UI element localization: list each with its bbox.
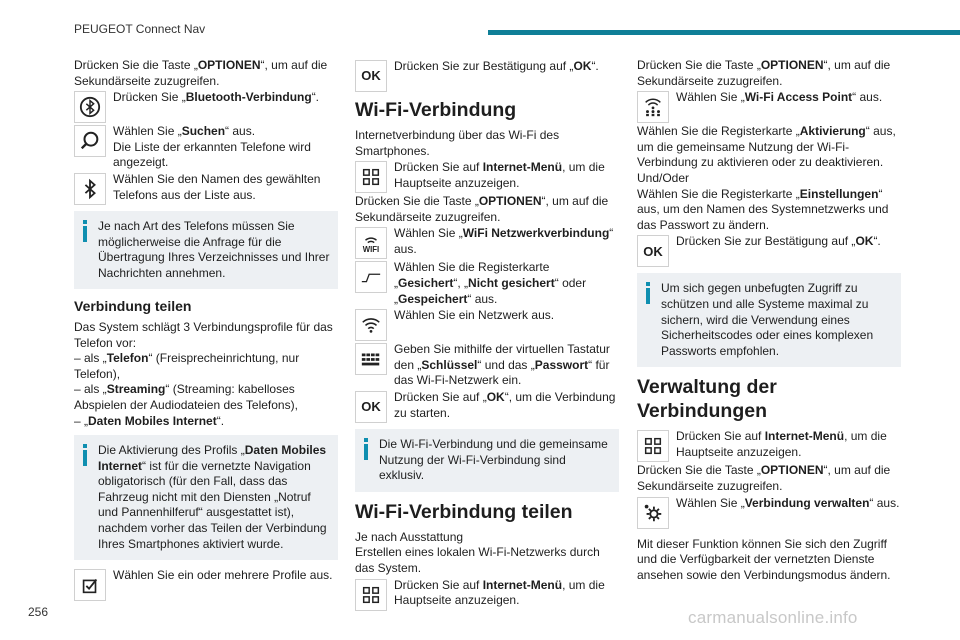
info-icon — [83, 220, 87, 242]
step-confirm: OK Drücken Sie zur Bestätigung auf „OK“. — [637, 234, 901, 267]
step-access-point: Wählen Sie „Wi-Fi Access Point“ aus. — [637, 90, 901, 123]
step-bluetooth: Drücken Sie „Bluetooth-Verbindung“. — [74, 90, 338, 123]
ok-icon: OK — [637, 235, 669, 267]
info-icon — [646, 282, 650, 304]
step-select-profiles: Wählen Sie ein oder mehrere Profile aus. — [74, 568, 338, 601]
tab-icon — [355, 261, 387, 293]
apps-grid-icon — [637, 430, 669, 462]
running-header: PEUGEOT Connect Nav — [74, 22, 206, 36]
checkbox-icon — [74, 569, 106, 601]
step-tab: Wählen Sie die Registerkarte „Gesichert“, „Nicht gesichert“ oder „Gespeichert“ aus. — [355, 260, 619, 307]
connections-gear-icon — [637, 497, 669, 529]
step-internet-menu: Drücken Sie auf Internet-Menü, um die Hauptseite anzuzeigen. — [355, 578, 619, 611]
column-1: Drücken Sie die Taste „OPTIONEN“, um auf die Sekundärseite zuzugreifen. Drücken Sie „Bluetooth-Verbindung“. Wählen Sie „Suchen“ aus. Die Liste der erkannten Telefone wird angezeigt. Wählen Sie den Namen des gewählten Telefons aus der Liste aus. Je nach Art des Telefons müssen Sie möglicherweise die Anfrage für die Übertragung Ihres Verzeichnisses und Ihrer Nachrichten annehmen. Verbindung teilen Das System schlägt 3 Verbindungsprofile für das Telefon vor: – als „Telefon“ (Freisprecheinrichtung, nur Telefon), – als „Streaming“ (Streaming: kabelloses Abspielen der Audiodateien des Telefons), – „Daten Mobiles Internet“. Die Aktivierung des Profils „Daten Mobiles Internet“ ist für die vernetzte Navigation obligatorisch (für den Fall, dass das Fahrzeug nicht mit den Diensten „Notruf und Pannenhilferuf“ ausgestattet ist), nachdem vorher das Teilen der Verbindung Ihres Smartphones aktiviert wurde. Wählen Sie ein oder mehrere Profile aus. — [74, 58, 338, 602]
info-icon — [364, 438, 368, 460]
info-note: Je nach Art des Telefons müssen Sie möglicherweise die Anfrage für die Übertragung Ihres Verzeichnisses und Ihrer Nachrichten annehmen. — [74, 211, 338, 289]
header-accent-bar — [488, 30, 960, 35]
step-select-phone: Wählen Sie den Namen des gewählten Telefons aus der Liste aus. — [74, 172, 338, 205]
bluetooth-phone-icon — [74, 173, 106, 205]
step-wifi-network: WIFI Wählen Sie „WiFi Netzwerkverbindung“ aus. — [355, 226, 619, 259]
paragraph: Drücken Sie die Taste „OPTIONEN“, um auf die Sekundärseite zuzugreifen. — [74, 58, 328, 88]
info-note: Die Wi-Fi-Verbindung und die gemeinsame Nutzung der Wi-Fi-Verbindung sind exklusiv. — [355, 429, 619, 492]
bluetooth-icon — [74, 91, 106, 123]
search-icon — [74, 125, 106, 157]
column-3: Drücken Sie die Taste „OPTIONEN“, um auf die Sekundärseite zuzugreifen. Wählen Sie „Wi-Fi Access Point“ aus. Wählen Sie die Registerkarte „Aktivierung“ aus, um die gemeinsame Nutzung der Wi-Fi-Verbindung zu aktivieren oder zu deaktivieren. Und/Oder Wählen Sie die Registerkarte „Einstellungen“ aus, um den Namen des Systemnetzwerks und das Passwort zu ändern. OK Drücken Sie zur Bestätigung auf „OK“. Um sich gegen unbefugten Zugriff zu schützen und alle Systeme maximal zu sichern, wird die Verwendung eines Sicherheitscodes oder eines komplexen Passworts empfohlen. Verwaltung der Verbindungen Drücken Sie auf Internet-Menü, um die Hauptseite anzuzeigen. Drücken Sie die Taste „OPTIONEN“, um auf die Sekundärseite zuzugreifen. Wählen Sie „Verbindung verwalten“ aus. Mit dieser Funktion können Sie sich den Zugriff und die Verfügbarkeit der vernetzten Dienste ansehen sowie den Verbindungsmodus ändern. — [637, 58, 900, 582]
step-search: Wählen Sie „Suchen“ aus. Die Liste der erkannten Telefone wird angezeigt. — [74, 124, 338, 171]
wifi-icon — [355, 309, 387, 341]
ok-icon: OK — [355, 60, 387, 92]
section-heading: Verwaltung der Verbindungen — [637, 376, 777, 423]
apps-grid-icon — [355, 579, 387, 611]
keyboard-icon — [355, 343, 387, 375]
page-number: 256 — [28, 605, 49, 619]
section-heading: Wi-Fi-Verbindung — [355, 99, 517, 121]
column-2: OK Drücken Sie zur Bestätigung auf „OK“. Wi-Fi-Verbindung Internetverbindung über das Wi-Fi des Smartphones. Drücken Sie auf Internet-Menü, um die Hauptseite anzuzeigen. Drücken Sie die Taste „OPTIONEN“, um auf die Sekundärseite zuzugreifen. WIFI Wählen Sie „WiFi Netzwerkverbindung“ aus. Wählen Sie die Registerkarte „Gesichert“, „Nicht gesichert“ oder „Gespeichert“ aus. Wählen Sie ein Netzwerk aus. Geben Sie mithilfe der virtuellen Tastatur den „Schlüssel“ und das „Passwort“ für das Wi-Fi-Netzwerk ein. OK Drücken Sie auf „OK“, um die Verbindung zu starten. Die Wi-Fi-Verbindung und die gemeinsame Nutzung der Wi-Fi-Verbindung sind exklusiv. Wi-Fi-Verbindung teilen Je nach Ausstattung Erstellen eines lokalen Wi-Fi-Netzwerks durch das System. Drücken Sie auf Internet-Menü, um die Hauptseite anzuzeigen. — [355, 58, 619, 612]
step-keyboard: Geben Sie mithilfe der virtuellen Tastatur den „Schlüssel“ und das „Passwort“ für das Wi-Fi-Netzwerk ein. — [355, 342, 619, 389]
info-note: Um sich gegen unbefugten Zugriff zu schützen und alle Systeme maximal zu sichern, wird die Verwendung eines Sicherheitscodes oder eines komplexen Passworts empfohlen. — [637, 273, 901, 367]
svg-text:WIFI: WIFI — [362, 245, 380, 255]
apps-grid-icon — [355, 161, 387, 193]
step-manage: Wählen Sie „Verbindung verwalten“ aus. — [637, 496, 901, 529]
step-confirm: OK Drücken Sie zur Bestätigung auf „OK“. — [355, 59, 619, 92]
info-icon — [83, 444, 87, 466]
section-heading: Verbindung teilen — [74, 298, 192, 315]
ok-icon: OK — [355, 391, 387, 423]
section-heading: Wi-Fi-Verbindung teilen — [355, 500, 573, 523]
watermark: carmanualsonline.info — [688, 608, 858, 627]
step-internet-menu: Drücken Sie auf Internet-Menü, um die Hauptseite anzuzeigen. — [355, 160, 619, 193]
info-note: Die Aktivierung des Profils „Daten Mobiles Internet“ ist für die vernetzte Navigation obligatorisch (für den Fall, dass das Fahrzeug nicht mit den Diensten „Notruf und Pannenhilferuf“ ausgestattet ist), nachdem vorher das Teilen der Verbindung Ihres Smartphones aktiviert wurde. — [74, 435, 338, 560]
step-network: Wählen Sie ein Netzwerk aus. — [355, 308, 619, 341]
step-start: OK Drücken Sie auf „OK“, um die Verbindung zu starten. — [355, 390, 619, 423]
wifi-access-point-icon — [637, 91, 669, 123]
wifi-text-icon — [355, 227, 387, 259]
step-internet-menu: Drücken Sie auf Internet-Menü, um die Hauptseite anzuzeigen. — [637, 429, 901, 462]
